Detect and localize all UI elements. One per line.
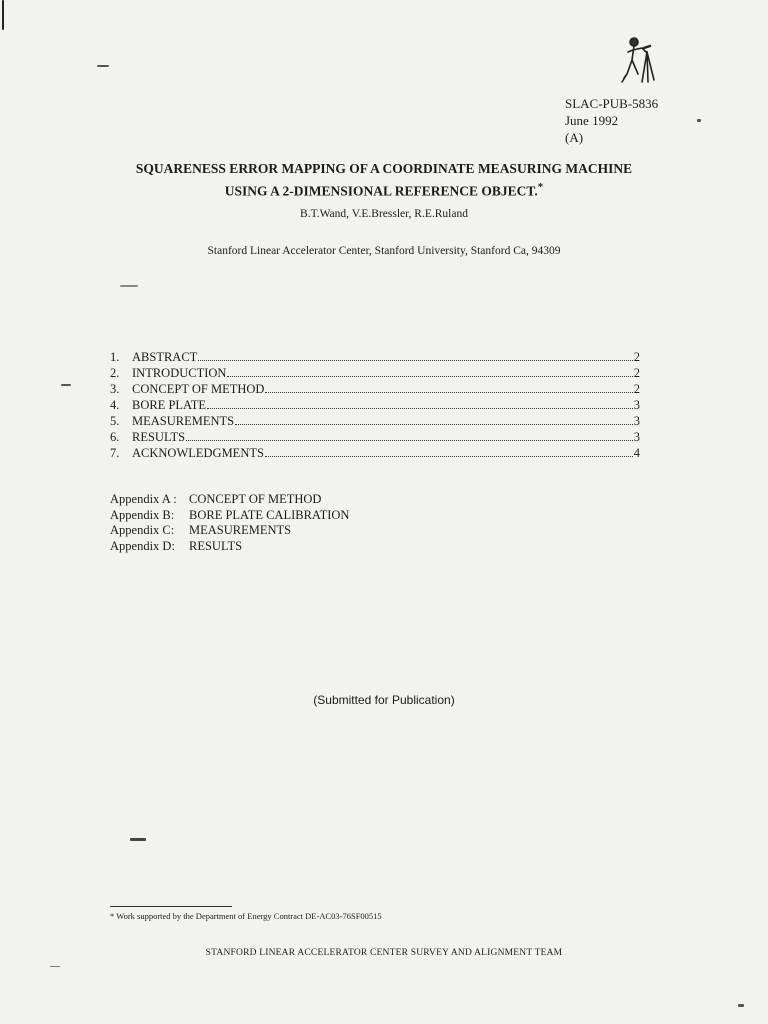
- report-date: June 1992: [565, 113, 619, 128]
- toc-entry: [110, 366, 640, 382]
- scan-speck: [738, 1004, 744, 1007]
- report-number: SLAC-PUB-5836: [565, 96, 659, 111]
- appendix-entry: [110, 523, 349, 539]
- toc-leader: [235, 424, 633, 425]
- appendix-list: [110, 492, 349, 554]
- toc-number: 1.: [110, 350, 120, 364]
- submission-note: (Submitted for Publication): [313, 693, 455, 707]
- toc-entry: [110, 414, 640, 430]
- toc-title: RESULTS: [132, 430, 186, 444]
- toc-title: BORE PLATE: [132, 398, 206, 412]
- toc-number: 7.: [110, 446, 120, 460]
- toc-entry: [110, 446, 640, 462]
- toc-entry: [110, 430, 640, 446]
- toc-title: ABSTRACT: [132, 350, 198, 364]
- report-revision: (A): [565, 130, 584, 145]
- toc-entry: [110, 398, 640, 414]
- publication-info: [565, 95, 658, 146]
- toc-page: 3: [633, 414, 640, 428]
- title-line-2: USING A 2-DIMENSIONAL REFERENCE OBJECT.: [224, 183, 538, 199]
- appendix-label: Appendix D:: [110, 538, 175, 553]
- scan-speck: [120, 285, 138, 287]
- appendix-label: Appendix A :: [110, 492, 177, 506]
- footnote-mark: *: [537, 181, 544, 193]
- paper-title: [0, 160, 768, 201]
- toc-number: 2.: [110, 366, 120, 380]
- toc-leader: [227, 376, 632, 377]
- table-of-contents: [110, 350, 640, 462]
- appendix-title: RESULTS: [189, 538, 243, 553]
- toc-title: MEASUREMENTS: [132, 414, 235, 428]
- toc-leader: [265, 456, 633, 457]
- toc-page: 4: [633, 446, 640, 460]
- appendix-title: CONCEPT OF METHOD: [189, 492, 322, 506]
- authors: B.T.Wand, V.E.Bressler, R.E.Ruland: [300, 208, 468, 220]
- toc-leader: [186, 440, 633, 441]
- toc-page: 3: [633, 430, 640, 444]
- toc-page: 2: [633, 366, 640, 380]
- scan-speck: [61, 384, 71, 386]
- toc-page: 2: [633, 350, 640, 364]
- toc-entry: [110, 382, 640, 398]
- toc-leader: [207, 408, 633, 409]
- affiliation: Stanford Linear Accelerator Center, Stanford University, Stanford Ca, 94309: [207, 245, 561, 257]
- scan-speck: [50, 966, 60, 967]
- footnote-divider: [110, 906, 232, 907]
- toc-page: 2: [633, 382, 640, 396]
- toc-number: 5.: [110, 414, 120, 428]
- appendix-label: Appendix B:: [110, 507, 175, 522]
- appendix-entry: [110, 539, 349, 555]
- scan-speck: [130, 838, 146, 841]
- toc-title: ACKNOWLEDGMENTS: [132, 446, 264, 460]
- page-footer: STANFORD LINEAR ACCELERATOR CENTER SURVEY AND ALIGNMENT TEAM: [205, 948, 563, 958]
- toc-number: 4.: [110, 398, 120, 412]
- footnote: * Work supported by the Department of Energy Contract DE-AC03-76SF00515: [110, 911, 382, 921]
- appendix-label: Appendix C:: [110, 523, 175, 537]
- toc-leader: [265, 392, 632, 393]
- toc-entry: [110, 350, 640, 366]
- appendix-title: BORE PLATE CALIBRATION: [189, 507, 350, 522]
- appendix-entry: [110, 508, 349, 524]
- toc-title: CONCEPT OF METHOD: [132, 382, 265, 396]
- scan-speck: [697, 119, 701, 122]
- appendix-entry: [110, 492, 349, 508]
- toc-title: INTRODUCTION: [132, 366, 227, 380]
- toc-leader: [198, 360, 632, 361]
- title-line-1: SQUARENESS ERROR MAPPING OF A COORDINATE MEASURING MACHINE: [135, 161, 633, 176]
- toc-number: 6.: [110, 430, 120, 444]
- appendix-title: MEASUREMENTS: [189, 523, 292, 537]
- scan-edge-mark: [2, 0, 4, 30]
- toc-page: 3: [633, 398, 640, 412]
- toc-number: 3.: [110, 382, 120, 396]
- surveyor-with-theodolite-icon: [614, 34, 658, 86]
- scan-speck: [97, 65, 109, 67]
